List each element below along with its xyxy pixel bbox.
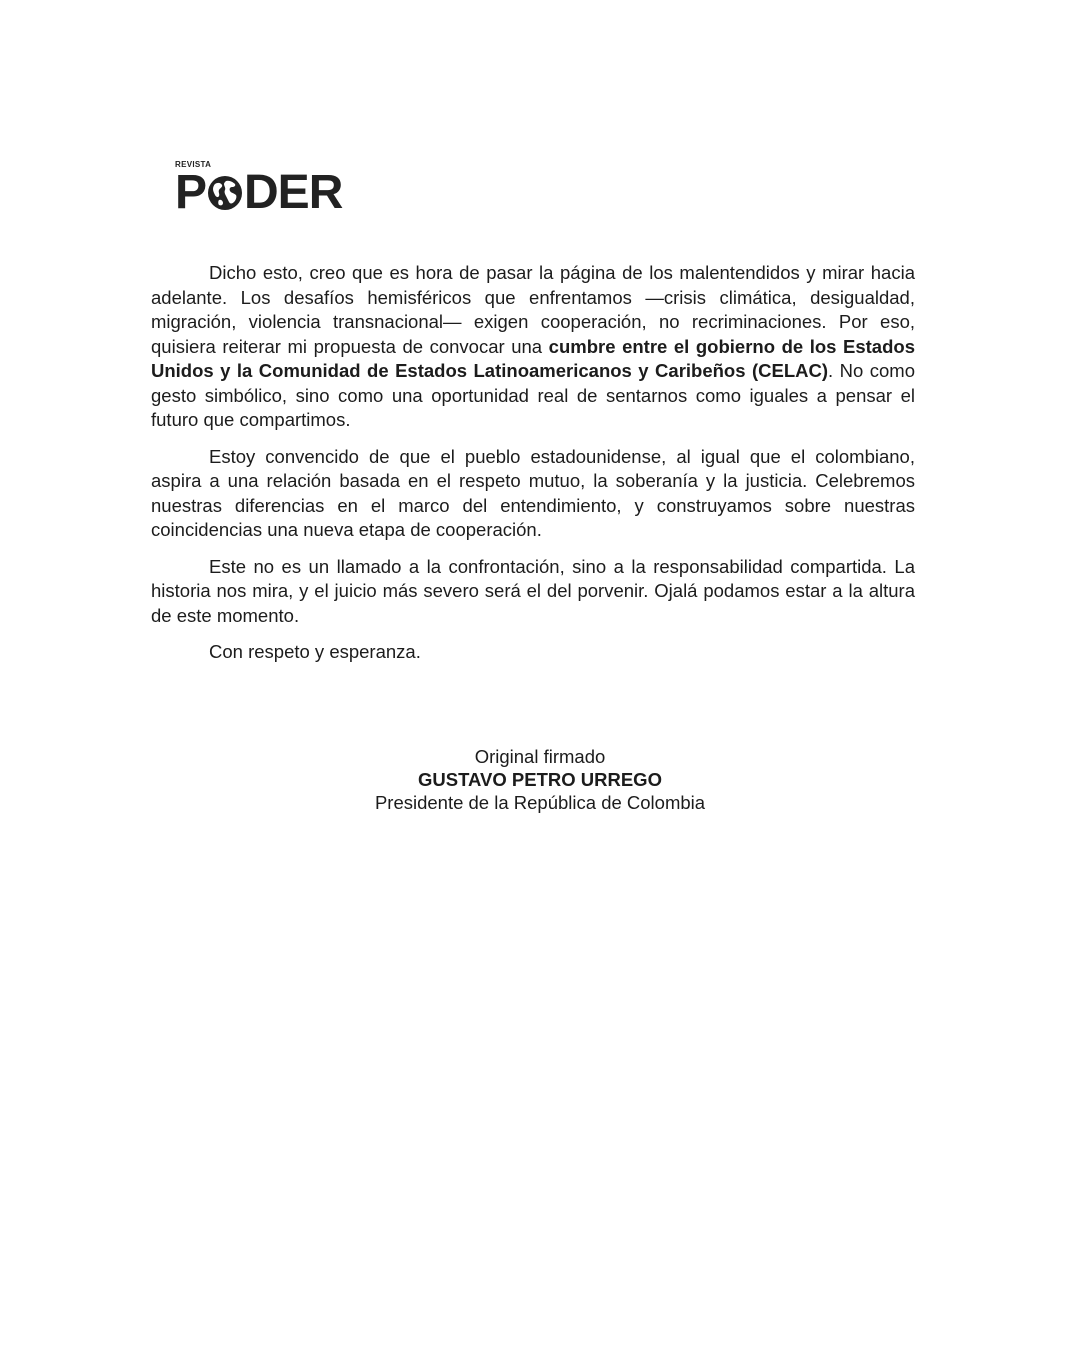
revista-poder-logo	[175, 160, 355, 220]
logo-letter-p: P	[175, 166, 207, 219]
signature-block	[300, 745, 780, 814]
signatory-name: GUSTAVO PETRO URREGO	[418, 769, 662, 790]
signature-note: Original firmado	[474, 746, 606, 767]
signatory-title: Presidente de la República de Colombia	[374, 792, 706, 813]
logo-wordmark	[175, 168, 342, 218]
paragraph-1-bold-text: cumbre entre el gobierno de los Estados Unidos y la Comunidad de Estados Latinoamericanos y Caribeños (CELAC)	[151, 335, 915, 381]
closing-line: Con respeto y esperanza.	[209, 641, 421, 662]
letter-body	[151, 261, 915, 677]
paragraph-1-text-start: Dicho esto, creo que es hora de pasar la página de los malentendidos y mirar hacia adelante. Los desafíos hemisféricos que enfrentamos —crisis climática, desigualdad, migración, violencia transnacional— exigen cooperación, no recriminaciones. Por eso, quisiera reiterar mi propuesta de convocar una	[151, 262, 915, 357]
globe-icon	[207, 175, 243, 211]
paragraph-respeto-mutuo: Estoy convencido de que el pueblo estadounidense, al igual que el colombiano, aspira a una relación basada en el respeto mutuo, la soberanía y la justicia. Celebremos nuestras diferencias en el marco del entendimiento, y construyamos sobre nuestras coincidencias una nueva etapa de cooperación.	[151, 445, 915, 540]
paragraph-1-text-end: . No como gesto simbólico, sino como una oportunidad real de sentarnos como iguales a pensar el futuro que compartimos.	[151, 360, 915, 430]
logo-letters-der: DER	[244, 166, 343, 219]
paragraph-responsabilidad: Este no es un llamado a la confrontación, sino a la responsabilidad compartida. La historia nos mira, y el juicio más severo será el del porvenir. Ojalá podamos estar a la altura de este momento.	[151, 555, 915, 626]
logo-revista-label: REVISTA	[175, 160, 212, 169]
paragraph-cumbre-celac	[151, 261, 915, 433]
